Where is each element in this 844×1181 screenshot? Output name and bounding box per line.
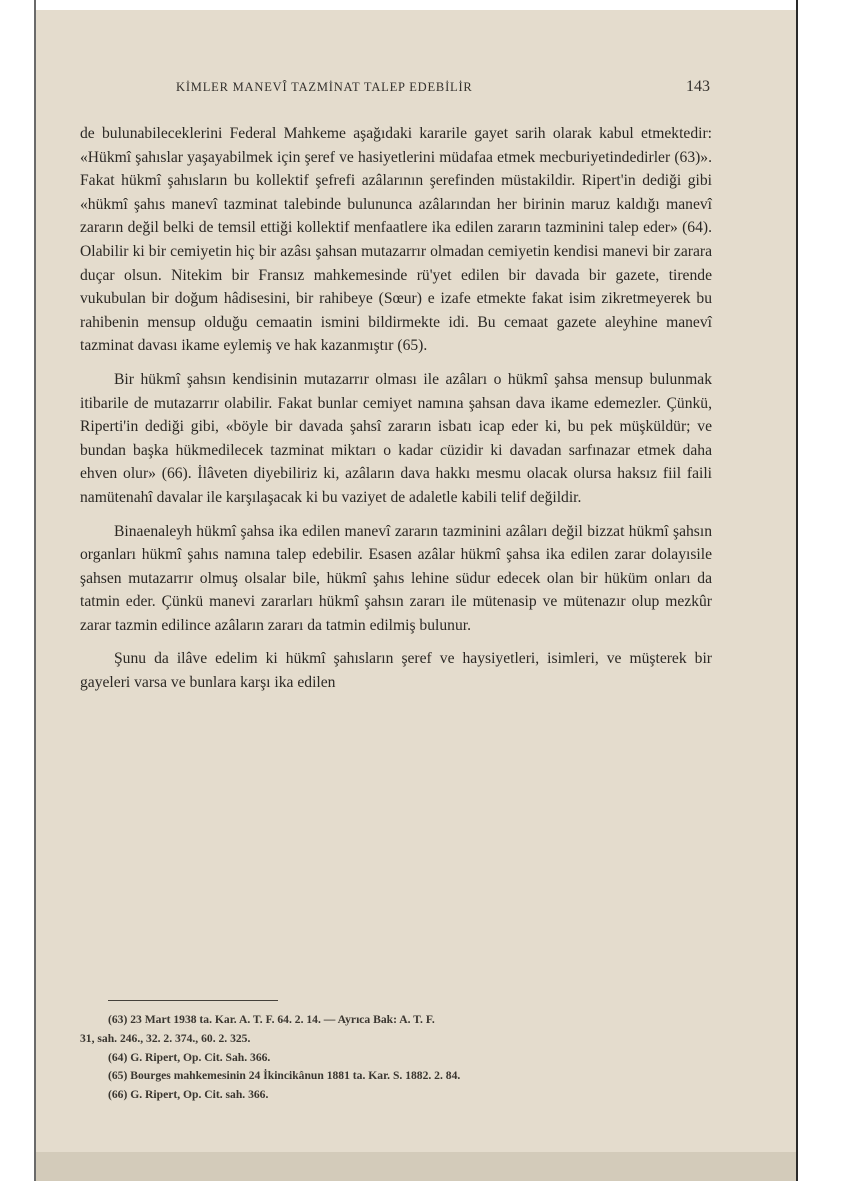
- footnote-separator: [108, 1000, 278, 1001]
- paragraph: Binaenaleyh hükmî şahsa ika edilen manevî zararın tazminini azâları değil bizzat hükmî şahsın organları hükmî şahıs namına talep edebilir. Esasen azâlar hükmî şahsa ika edilen zarar dolayısile şahsen mutazarrır olmuş olsalar bile, hükmî şahıs lehine südur edecek olan bir hüküm onları da tatmin eder. Çünkü manevi zararları hükmî şahsın zararı ile mütenasip ve mütenazır olup mezkûr zarar tazmin edilince azâların zararı da tatmin edilmiş bulunur.: [80, 522, 712, 634]
- paragraph: Bir hükmî şahsın kendisinin mutazarrır olması ile azâları o hükmî şahsa mensup bulunmak itibarile de mutazarrır olabilir. Fakat bunlar cemiyet namına şahsan dava ikame edemezler. Çünkü, Riperti'in dediği gibi, «böyle bir davada şahsî zararın isbatı icap eder ki, bu pek müşküldür; ve bundan başka hükmedilecek tazminat miktarı o kadar cüzidir ki davadan sarfınazar etmek daha ehven olur» (66). İlâveten diyebiliriz ki, azâların dava hakkı mesmu olacak olursa haksız fiil faili namütenahî davalar ile karşılaşacak ki bu vaziyet de adaletle kabili telif değildir.: [80, 370, 712, 506]
- scan-right-edge: [796, 0, 798, 1181]
- scan-left-margin: [0, 0, 36, 1181]
- paragraph: Şunu da ilâve edelim ki hükmî şahısların şeref ve haysiyetleri, isimleri, ve müşterek bir gayeleri varsa ve bunlara karşı ika edilen: [80, 650, 712, 692]
- running-title: KİMLER MANEVÎ TAZMİNAT TALEP EDEBİLİR: [176, 80, 473, 94]
- page-number: 143: [686, 78, 710, 95]
- footnote: (64) G. Ripert, Op. Cit. Sah. 366.: [108, 1050, 271, 1064]
- footnote: (66) G. Ripert, Op. Cit. sah. 366.: [108, 1088, 269, 1102]
- footnotes: [80, 1011, 712, 1105]
- footnote: (63) 23 Mart 1938 ta. Kar. A. T. F. 64. 2. 14. — Ayrıca Bak: A. T. F.: [108, 1013, 435, 1026]
- scan-right-margin: [796, 0, 844, 1181]
- body-text: [80, 122, 712, 705]
- footnote-continuation: 31, sah. 246., 32. 2. 374., 60. 2. 325.: [80, 1031, 251, 1045]
- scan-bottom-shadow: [36, 1152, 796, 1181]
- paragraph: de bulunabileceklerini Federal Mahkeme aşağıdaki kararile gayet sarih olarak kabul etmektedir: «Hükmî şahıslar yaşayabilmek için şeref ve hasiyetlerini müdafaa etmek mecburiyetindedirler (63)». Fakat hükmî şahısların bu kollektif şefrefi azâlarının şerefinden müstakildir. Ripert'in dediği gibi «hükmî şahıs manevî tazminat talebinde bulununca azâlarından her birinin maruz kaldığı manevî zararın değil belki de temsil ettiği kollektif menfaatlere ika edilen zararın tazminini talep eder» (64). Olabilir ki bir cemiyetin hiç bir azâsı şahsan mutazarrır olmadan cemiyetin kendisi manevi bir zarara duçar olsun. Nitekim bir Fransız mahkemesinde rü'yet edilen bir davada bir gazete, tirende vukubulan bir doğum hâdisesini, bir rahibeye (Sœur) e izafe etmekte fakat isim zikretmeyerek bu rahibenin mensup olduğu cemaatin ismini bildirmekte idi. Bu cemaat gazete aleyhine manevî tazminat davası ikame eylemiş ve hak kazanmıştır (65).: [80, 125, 712, 355]
- running-header: [80, 80, 712, 100]
- footnote: (65) Bourges mahkemesinin 24 İkincikânun 1881 ta. Kar. S. 1882. 2. 84.: [108, 1069, 461, 1083]
